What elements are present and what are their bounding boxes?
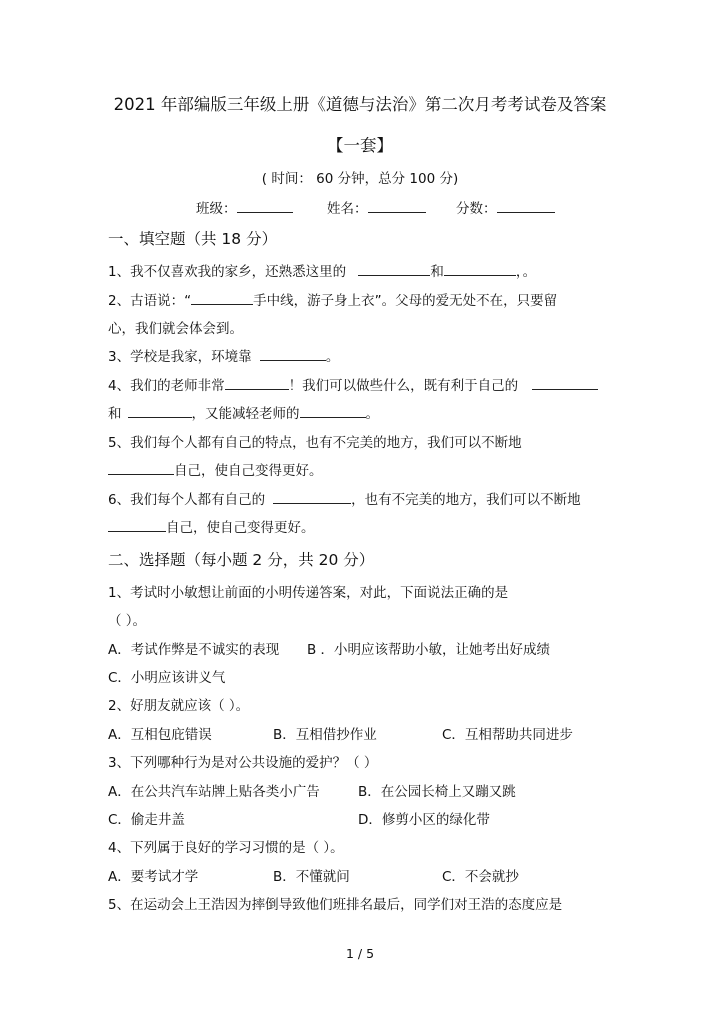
class-field (196, 200, 293, 218)
s2-q2-option-a: A．互相包庇错误 (108, 727, 212, 743)
blank (260, 348, 326, 361)
blank (273, 491, 351, 504)
blank (191, 292, 253, 305)
s2-q3-option-c: C．偷走井盖 (108, 812, 185, 828)
name-field (327, 200, 426, 218)
s2-question-5: 5、在运动会上王浩因为摔倒导致他们班排名最后，同学们对王浩的态度应是 (108, 897, 563, 913)
score-field (456, 200, 555, 218)
score-label: 分数： (456, 201, 497, 217)
s1-question-4: 4、我们的老师非常 ！我们可以做些什么，既有利于自己的 (108, 377, 598, 395)
s2-q3-option-a: A．在公共汽车站牌上贴各类小广告 (108, 784, 320, 800)
page-number: 1 / 5 (345, 946, 375, 961)
s1-question-2-cont: 心，我们就会体会到。 (108, 321, 243, 337)
s1-question-5-cont: 自己，使自己变得更好。 (108, 462, 323, 480)
s1-question-6: 6、我们每个人都有自己的 ，也有不完美的地方，我们可以不断地 (108, 492, 581, 508)
s2-q4-option-a: A．要考试才学 (108, 869, 199, 885)
class-label: 班级： (196, 201, 237, 217)
s1-question-5: 5、我们每个人都有自己的特点，也有不完美的地方，我们可以不断地 (108, 435, 522, 451)
s2-q4-option-b: B．不懂就问 (273, 869, 350, 885)
s1-question-3: 3、学校是我家，环境靠 。 (108, 349, 340, 365)
section1-heading: 一、填空题（共 18 分） (108, 230, 278, 248)
s2-q2-option-c: C．互相帮助共同进步 (442, 727, 573, 743)
s2-q2-option-b: B．互相借抄作业 (273, 727, 377, 743)
page-title: 2021 年部编版三年级上册《道德与法治》第二次月考考试卷及答案 (113, 95, 607, 114)
s1-question-6-cont: 自己，使自己变得更好。 (108, 519, 315, 537)
s2-q1-option-b: B ．小明应该帮助小敏，让她考出好成绩 (307, 642, 551, 658)
blank (444, 263, 516, 276)
name-blank (368, 200, 426, 213)
score-blank (497, 200, 555, 213)
s2-question-1: 1、考试时小敏想让前面的小明传递答案，对此，下面说法正确的是 (108, 585, 509, 601)
blank (108, 462, 174, 475)
s1-question-1: 1、我不仅喜欢我的家乡，还熟悉这里的 和 ，。 (108, 264, 537, 280)
s1-question-2: 2、古语说：“ 手中线，游子身上衣”。父母的爱无处不在，只要留 (108, 293, 558, 309)
s2-question-4: 4、下列属于良好的学习习惯的是（ ）。 (108, 840, 344, 856)
name-label: 姓名： (327, 201, 368, 217)
class-blank (237, 200, 293, 213)
blank (225, 377, 289, 390)
s2-q1-option-c: C．小明应该讲义气 (108, 670, 226, 686)
s2-question-3: 3、下列哪种行为是对公共设施的爱护？（ ） (108, 755, 378, 771)
blank (108, 519, 166, 532)
s1-question-4-cont: 和 ，又能减轻老师的 。 (108, 406, 379, 422)
s2-question-2: 2、好朋友就应该（ ）。 (108, 698, 250, 714)
blank (300, 405, 366, 418)
s2-q3-option-b: B．在公园长椅上又蹦又跳 (358, 784, 516, 800)
page-subtitle: 【一套】 (327, 136, 393, 155)
s2-q3-option-d: D．修剪小区的绿化带 (358, 812, 490, 828)
blank (532, 377, 598, 390)
s2-question-1-paren: （ ）。 (108, 613, 147, 629)
blank (358, 263, 430, 276)
time-info: ( 时间： 60 分钟，总分 100 分) (261, 171, 459, 187)
section2-heading: 二、选择题（每小题 2 分，共 20 分） (108, 551, 375, 569)
s2-q4-option-c: C．不会就抄 (442, 869, 519, 885)
s2-q1-option-a: A．考试作弊是不诚实的表现 (108, 642, 280, 658)
blank (128, 405, 192, 418)
